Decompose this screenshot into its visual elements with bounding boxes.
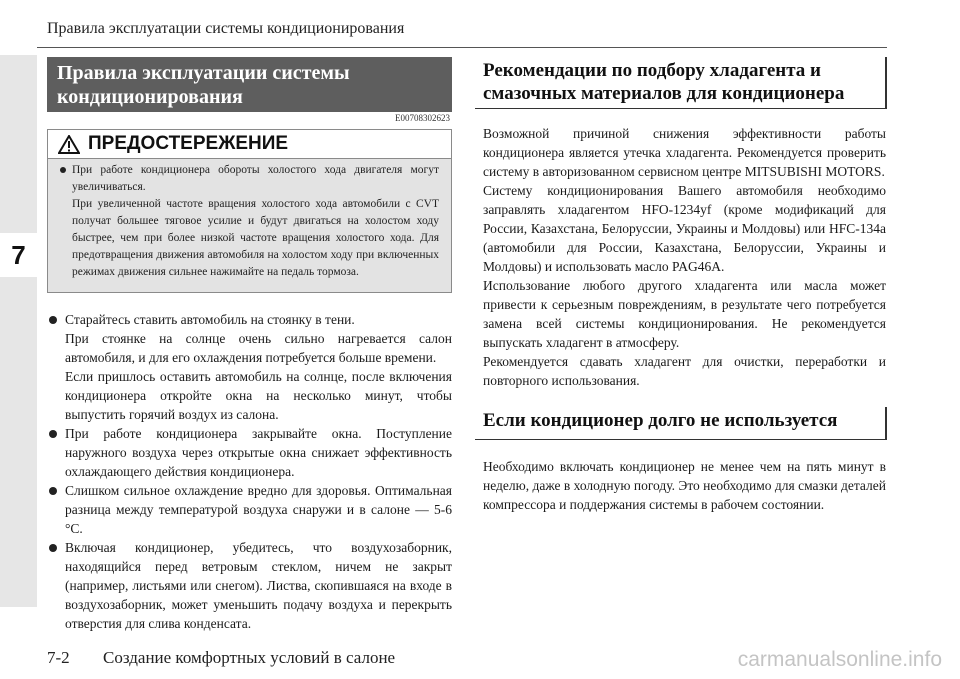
- warning-body: [48, 159, 451, 281]
- section-title: Правила эксплуатации системы кондиционирования: [47, 57, 452, 112]
- unused-section-title: Если кондиционер долго не используется: [475, 407, 887, 440]
- bullet-icon: [49, 430, 57, 438]
- list-item-text: При стоянке на солнце очень сильно нагревается салон автомобиля, и для его охлаждения потребуется больше времени.: [65, 331, 452, 365]
- unused-section-body: [483, 457, 886, 514]
- warning-line: При увеличенной частоте вращения холостого хода автомобили с CVT получат большее тяговое усилие и будут двигаться на холостом ходу быстрее, чем при более низкой частоте вращения холостого хода. Для предотвращения движения автомобиля на холостом ходу при включенных режимах движения сильнее нажимайте на педаль тормоза.: [72, 198, 439, 278]
- list-item: [47, 310, 452, 424]
- bullet-icon: [60, 167, 66, 173]
- warning-triangle-icon: [58, 135, 80, 154]
- running-header: Правила эксплуатации системы кондиционирования: [47, 20, 405, 37]
- list-item: [47, 538, 452, 633]
- warning-label: ПРЕДОСТЕРЕЖЕНИЕ: [88, 133, 289, 154]
- list-item-text: При работе кондиционера закрывайте окна. Поступление наружного воздуха через открытые окна снижает эффективность охлаждающего действия кондиционера.: [65, 426, 452, 479]
- page-number: 7-2: [47, 648, 70, 667]
- paragraph: Систему кондиционирования Вашего автомобиля необходимо заправлять хладагентом HFO-1234yf (кроме модификаций для России, Казахстана, Белоруссии, Украины и Молдовы) или HFC-134a (автомобили для России, Казахстана, Белоруссии, Украины и Молдовы) и использовать масло PAG46A.: [483, 183, 886, 274]
- footer-chapter-title: Создание комфортных условий в салоне: [103, 648, 396, 667]
- bullet-icon: [49, 316, 57, 324]
- watermark: carmanualsonline.info: [737, 648, 942, 671]
- list-item-text: Старайтесь ставить автомобиль на стоянку в тени.: [65, 312, 355, 327]
- bullet-icon: [49, 487, 57, 495]
- header-rule: [37, 47, 887, 48]
- list-item-text: Включая кондиционер, убедитесь, что воздухозаборник, находящийся перед ветровым стеклом, ничем не закрыт (например, листьями или снегом). Листва, скопившаяся на входе в воздухозаборник, может уменьшить подачу воздуха и перекрыть отверстия для слива конденсата.: [65, 540, 452, 631]
- warning-box: [47, 129, 452, 293]
- list-item: [47, 481, 452, 538]
- chapter-side-strip: [0, 55, 37, 607]
- section-code: E00708302623: [395, 113, 450, 123]
- paragraph: Рекомендуется сдавать хладагент для очистки, переработки и повторного использования.: [483, 354, 886, 388]
- bullet-icon: [49, 544, 57, 552]
- list-item-text: Если пришлось оставить автомобиль на солнце, после включения кондиционера откройте окна на несколько минут, чтобы выпустить горячий воздух из салона.: [65, 369, 452, 422]
- warning-line: При работе кондиционера обороты холостого хода двигателя могут увеличиваться.: [72, 164, 439, 193]
- chapter-tab: 7: [0, 233, 37, 277]
- refrigerant-section-title: Рекомендации по подбору хладагента и смазочных материалов для кондиционера: [475, 57, 887, 109]
- list-item: [47, 424, 452, 481]
- refrigerant-section-body: [483, 124, 886, 390]
- paragraph: Необходимо включать кондиционер не менее чем на пять минут в неделю, даже в холодную погоду. Это необходимо для смазки деталей компрессора и поддержания системы в рабочем состоянии.: [483, 459, 886, 512]
- warning-header: [48, 130, 451, 159]
- tips-list: [47, 310, 452, 633]
- list-item-text: Слишком сильное охлаждение вредно для здоровья. Оптимальная разница между температурой воздуха снаружи и в салоне — 5-6 °C.: [65, 483, 452, 536]
- paragraph: Возможной причиной снижения эффективности работы кондиционера является утечка хладагента. Рекомендуется проверить систему в авторизованном сервисном центре MITSUBISHI MOTORS.: [483, 126, 886, 179]
- paragraph: Использование любого другого хладагента или масла может привести к серьезным повреждениям, в результате чего потребуется замена всей системы кондиционирования. Не рекомендуется выпускать хладагент в атмосферу.: [483, 278, 886, 350]
